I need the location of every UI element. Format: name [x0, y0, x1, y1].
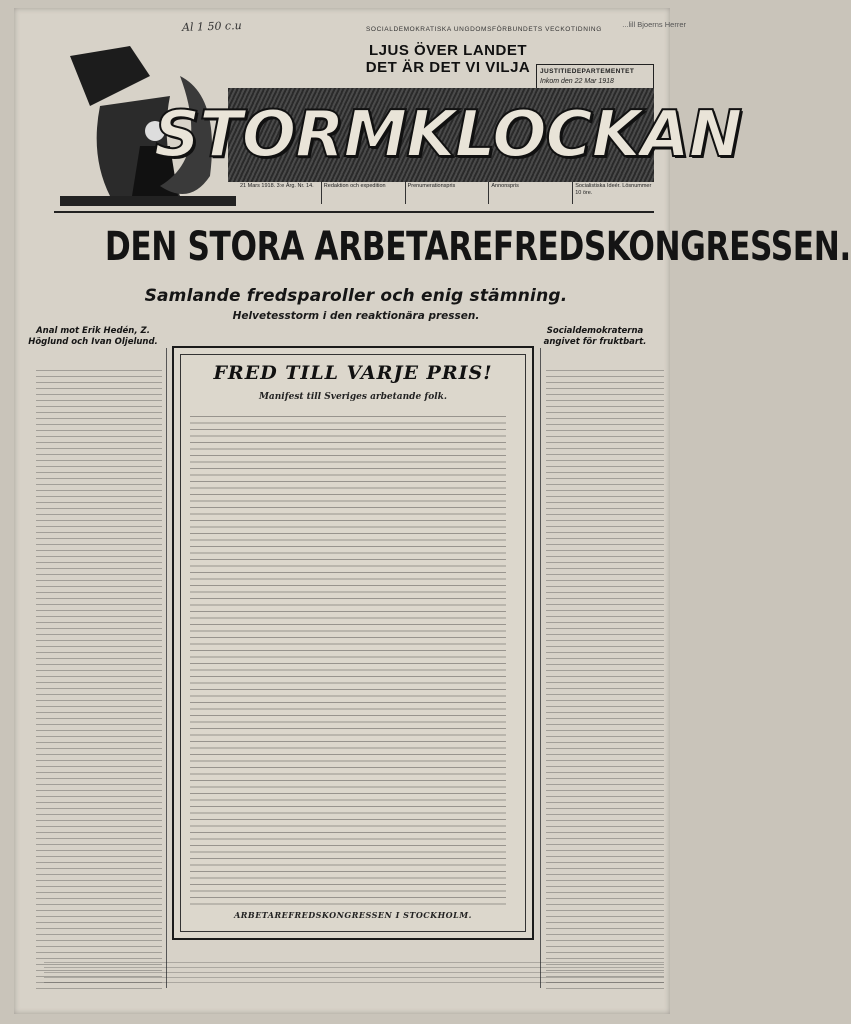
newspaper-title: STORMKLOCKAN [154, 98, 742, 172]
secondary-subheadline: Helvetesstorm i den reaktionära pressen. [232, 310, 480, 322]
department-name: JUSTITIEDEPARTEMENTET [540, 68, 635, 75]
masthead-motto [348, 42, 548, 76]
proclamation-title: FRED TILL VARJE PRIS! [213, 362, 493, 384]
left-column-heading: Anal mot Erik Hedén, Z. Höglund och Ivan Oljelund. [28, 326, 158, 347]
handwritten-note: Al 1 50 c.u [181, 18, 242, 35]
proclamation-subtitle: Manifest till Sveriges arbetande folk. [258, 392, 448, 402]
newspaper-page [14, 8, 851, 1014]
proclamation-signature: ARBETAREFREDSKONGRESSEN I STOCKHOLM. [234, 910, 472, 920]
info-cell: Redaktion och expedition [321, 182, 403, 204]
info-cell: Annonspris [488, 182, 570, 204]
masthead [58, 32, 742, 206]
info-cell: 21 Mars 1918. 3:e Årg. Nr. 14. [240, 183, 314, 189]
main-headline: DEN STORA ARBETAREFREDSKONGRESSEN. [104, 224, 851, 270]
right-text-column [546, 370, 664, 990]
motto-line-2: DET ÄR DET VI VILJA [365, 59, 531, 76]
motto-line-1: LJUS ÖVER LANDET [368, 42, 527, 59]
proclamation-box [172, 346, 534, 940]
column-divider [166, 348, 167, 988]
bottom-text-strip [44, 962, 664, 984]
proclamation-body-text [190, 416, 506, 906]
info-cell: Prenumerationspris [405, 182, 487, 204]
info-cell: Socialistiska Ideér. Lösnummer 10 öre. [572, 182, 654, 204]
issue-info-row [238, 182, 654, 204]
archive-stamp: ...lill Bjoerns Herrer [622, 20, 686, 29]
subheadline: Samlande fredsparoller och enig stämning. [144, 286, 568, 306]
receipt-date: Inkom den 22 Mar 1918 [540, 78, 614, 85]
publisher-line: SOCIALDEMOKRATISKA UNGDOMSFÖRBUNDETS VECKOTIDNING [366, 26, 602, 33]
column-divider [540, 348, 541, 988]
masthead-rule [54, 211, 654, 213]
right-column-heading: Socialdemokraterna angivet för fruktbart. [543, 326, 647, 347]
left-text-column [36, 370, 162, 990]
